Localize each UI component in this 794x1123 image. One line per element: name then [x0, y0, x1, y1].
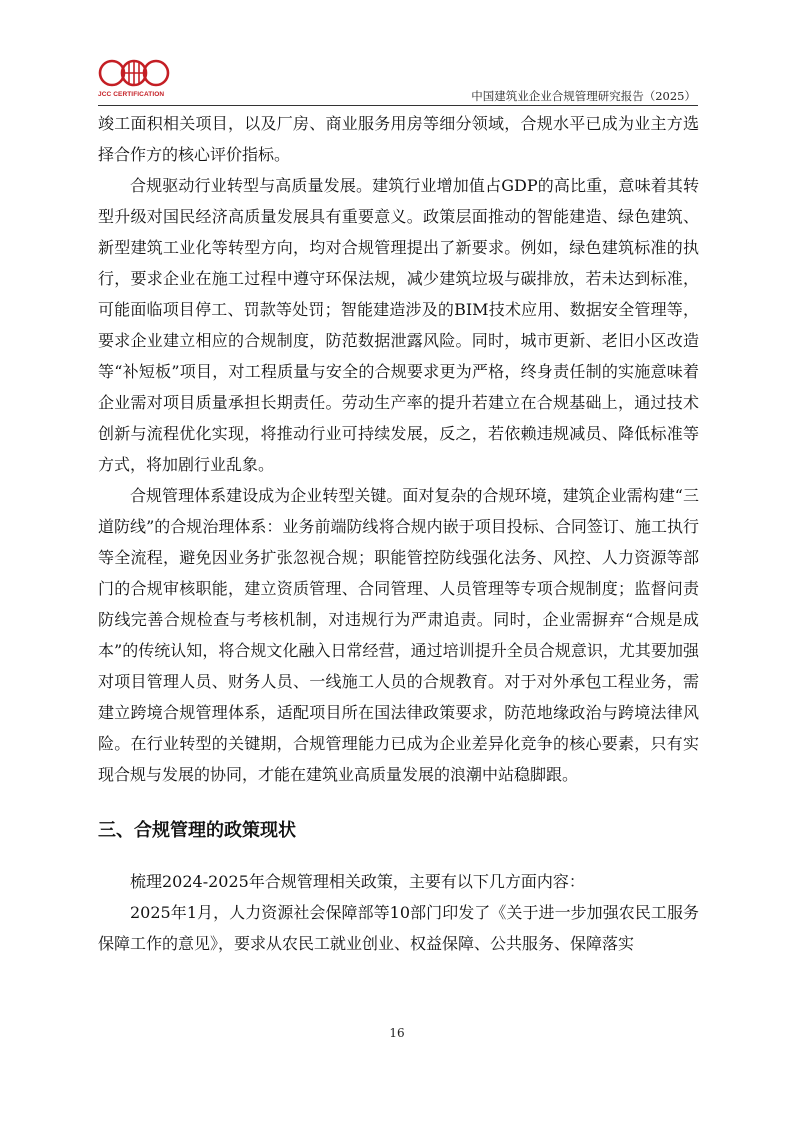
paragraph: 竣工面积相关项目，以及厂房、商业服务用房等细分领域，合规水平已成为业主方选择合作方的核心评价指标。	[98, 114, 699, 164]
paragraph: 2025年1月，人力资源社会保障部等10部门印发了《关于进一步加强农民工服务保障工作的意见》，要求从农民工就业创业、权益保障、公共服务、保障落实	[98, 903, 699, 953]
paragraph: 合规驱动行业转型与高质量发展。建筑行业增加值占GDP的高比重，意味着其转型升级对国民经济高质量发展具有重要意义。政策层面推动的智能建造、绿色建筑、新型建筑工业化等转型方向，均对合规管理提出了新要求。例如，绿色建筑标准的执行，要求企业在施工过程中遵守环保法规，减少建筑垃圾与碳排放，若未达到标准，可能面临项目停工、罚款等处罚；智能建造涉及的BIM技术应用、数据安全管理等，要求企业建立相应的合规制度，防范数据泄露风险。同时，城市更新、老旧小区改造等“补短板”项目，对工程质量与安全的合规要求更为严格，终身责任制的实施意味着企业需对项目质量承担长期责任。劳动生产率的提升若建立在合规基础上，通过技术创新与流程优化实现，将推动行业可持续发展，反之，若依赖违规减员、降低标准等方式，将加剧行业乱象。	[98, 176, 699, 474]
section-heading: 三、合规管理的政策现状	[98, 820, 296, 841]
paragraph: 合规管理体系建设成为企业转型关键。面对复杂的合规环境，建筑企业需构建“三道防线”的合规治理体系：业务前端防线将合规内嵌于项目投标、合同签订、施工执行等全流程，避免因业务扩张忽视合规；职能管控防线强化法务、风控、人力资源等部门的合规审核职能，建立资质管理、合同管理、人员管理等专项合规制度；监督问责防线完善合规检查与考核机制，对违规行为严肃追责。同时，企业需摒弃“合规是成本”的传统认知，将合规文化融入日常经营，通过培训提升全员合规意识，尤其要加强对项目管理人员、财务人员、一线施工人员的合规教育。对于对外承包工程业务，需建立跨境合规管理体系，适配项目所在国法律政策要求，防范地缘政治与跨境法律风险。在行业转型的关键期，合规管理能力已成为企业差异化竞争的核心要素，只有实现合规与发展的协同，才能在建筑业高质量发展的浪潮中站稳脚跟。	[98, 486, 699, 784]
page-number: 16	[389, 1026, 405, 1040]
report-title: 中国建筑业企业合规管理研究报告（2025）	[471, 89, 696, 103]
page-header	[98, 56, 698, 106]
header-divider	[98, 105, 698, 106]
jcc-logo	[98, 58, 170, 100]
logo-text: JCC CERTIFICATION	[98, 91, 165, 98]
page-body	[98, 108, 699, 959]
paragraph: 梳理2024-2025年合规管理相关政策，主要有以下几方面内容：	[130, 872, 585, 891]
